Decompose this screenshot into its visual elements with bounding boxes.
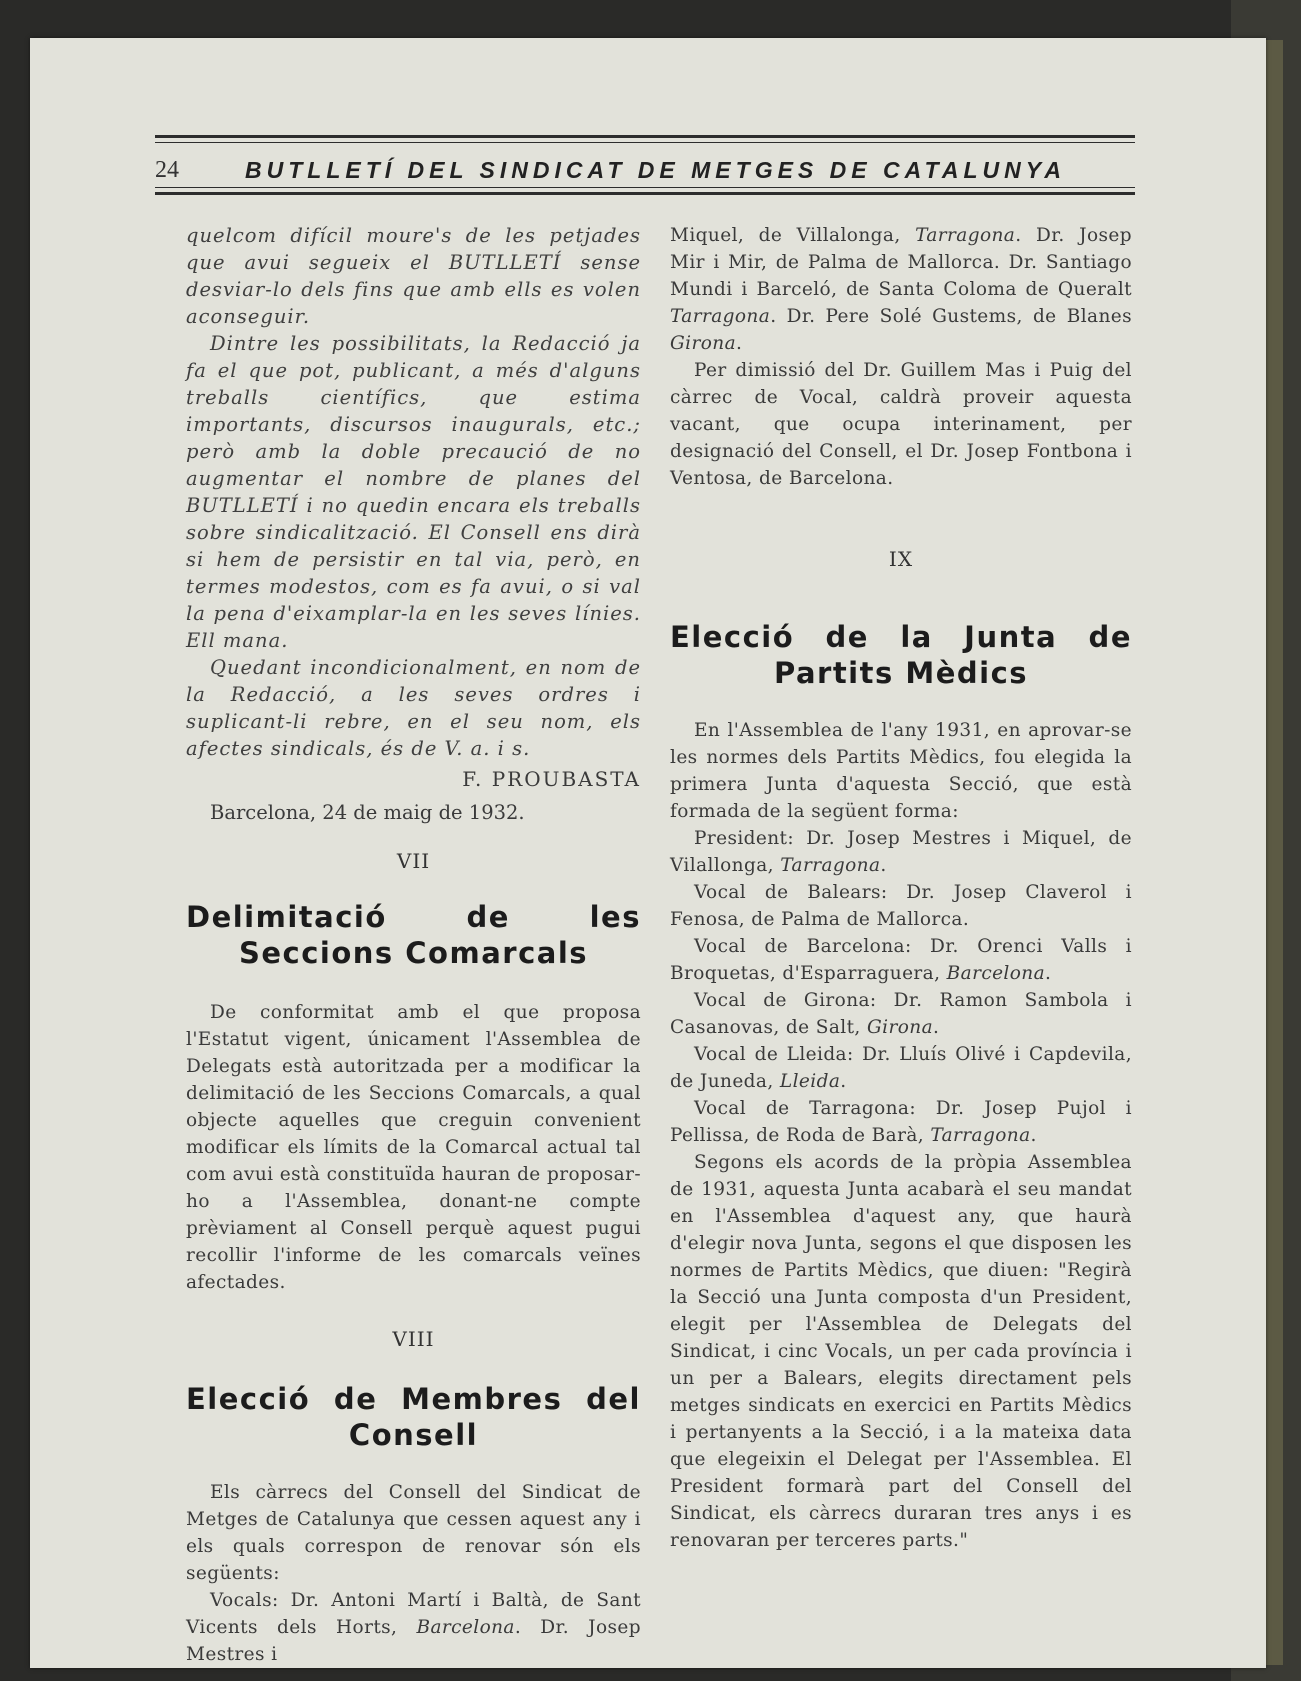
intro-paragraph: Dintre les possibilitats, la Redacció ja fa el que pot, publicant, a més d'alguns treballs científics, que estima importants, discursos inaugurals, etc.; però amb la doble precaució de no augmentar el nombre de planes del BUTLLETÍ i no quedin encara els treballs sobre sindicalització. El Consell ens dirà si hem de persistir en tal via, però, en termes modestos, com es fa avui, o si val la pena d'eixamplar-la en les seves línies. Ell mana. [186, 332, 641, 652]
body-paragraph: Miquel, de Villalonga, Tarragona. Dr. Josep Mir i Mir, de Palma de Mallorca. Dr. Santiago Mundi i Barceló, de Santa Coloma de Queralt Tarragona. Dr. Pere Solé Gustems, de Blanes Girona. [670, 225, 1132, 354]
header-rule-top [155, 135, 1135, 138]
right-column [670, 222, 1132, 1554]
junta-members-list [670, 825, 1132, 1149]
junta-member-item: Vocal de Tarragona: Dr. Josep Pujol i Pellissa, de Roda de Barà, Tarragona. [670, 1098, 1132, 1146]
junta-member-item: Vocal de Lleida: Dr. Lluís Olivé i Capdevila, de Juneda, Lleida. [670, 1044, 1132, 1092]
body-paragraph: Vocals: Dr. Antoni Martí i Baltà, de Sant Vicents dels Horts, Barcelona. Dr. Josep Mestres i [186, 1590, 641, 1665]
page-header [155, 105, 1135, 195]
section-numeral: VII [396, 849, 431, 873]
letter-date: Barcelona, 24 de maig de 1932. [210, 801, 525, 824]
section-heading: Delimitació de les Seccions Comarcals [186, 900, 641, 970]
section-heading: Elecció de Membres del Consell [186, 1382, 641, 1452]
junta-member-item: President: Dr. Josep Mestres i Miquel, de Vilallonga, Tarragona. [670, 828, 1132, 876]
header-rule-bottom [155, 192, 1135, 195]
left-column [186, 222, 641, 1668]
intro-paragraph: Quedant incondicionalment, en nom de la Redacció, a les seves ordres i suplicant-li rebre, en el seu nom, els afectes sindicals, és de V. a. i s. [186, 656, 641, 760]
section-heading: Elecció de la Junta de Partits Mèdics [670, 620, 1132, 690]
body-paragraph: De conformitat amb el que proposa l'Estatut vigent, únicament l'Assemblea de Delegats està autoritzada per a modificar la delimitació de les Seccions Comarcals, a qual objecte aquelles que creguin convenient modificar els límits de la Comarcal actual tal com avui està constituïda hauran de proposar-ho a l'Assemblea, donant-ne compte prèviament al Consell perquè aquest pugui recollir l'informe de les comarcals veïnes afectades. [186, 1002, 641, 1293]
junta-member-item: Vocal de Balears: Dr. Josep Claverol i Fenosa, de Palma de Mallorca. [670, 882, 1132, 930]
running-title: BUTLLETÍ DEL SINDICAT DE METGES DE CATALUNYA [245, 157, 1066, 183]
body-paragraph: En l'Assemblea de l'any 1931, en aprovar-se les normes dels Partits Mèdics, fou elegida la primera Junta d'aquesta Secció, que està formada de la següent forma: [670, 720, 1132, 822]
intro-paragraph: quelcom difícil moure's de les petjades que avui segueix el BUTLLETÍ sense desviar-lo dels fins que amb ells es volen aconseguir. [186, 224, 641, 328]
header-rule-top-thin [155, 142, 1135, 143]
body-paragraph: Segons els acords de la pròpia Assemblea de 1931, aquesta Junta acabarà el seu mandat en l'Assemblea d'aquest any, que haurà d'elegir nova Junta, segons el que disposen les normes de Partits Mèdics, que diuen: "Regirà la Secció una Junta composta d'un President, elegit per l'Assemblea de Delegats del Sindicat, i cinc Vocals, un per cada província i un per a Balears, elegits directament pels metges sindicats en exercici en Partits Mèdics i pertanyents a la Secció, i a la mateixa data que elegeixin el Delegat per l'Assemblea. El President formarà part del Consell del Sindicat, els càrrecs duraran tres anys i es renovaran per terceres parts." [670, 1152, 1132, 1551]
section-numeral: IX [888, 547, 914, 571]
page-number: 24 [155, 157, 179, 183]
section-numeral: VIII [392, 1327, 435, 1351]
junta-member-item: Vocal de Barcelona: Dr. Orenci Valls i Broquetas, d'Esparraguera, Barcelona. [670, 936, 1132, 984]
body-paragraph: Els càrrecs del Consell del Sindicat de Metges de Catalunya que cessen aquest any i els quals correspon de renovar són els següents: [186, 1482, 641, 1584]
header-title-row [155, 157, 1135, 187]
header-rule-bottom-thin [155, 187, 1135, 188]
body-paragraph: Per dimissió del Dr. Guillem Mas i Puig del càrrec de Vocal, caldrà proveir aquesta vacant, que ocupa interinament, per designació del Consell, el Dr. Josep Fontbona i Ventosa, de Barcelona. [670, 360, 1132, 489]
junta-member-item: Vocal de Girona: Dr. Ramon Sambola i Casanovas, de Salt, Girona. [670, 990, 1132, 1038]
signature: F. PROUBASTA [462, 767, 641, 791]
